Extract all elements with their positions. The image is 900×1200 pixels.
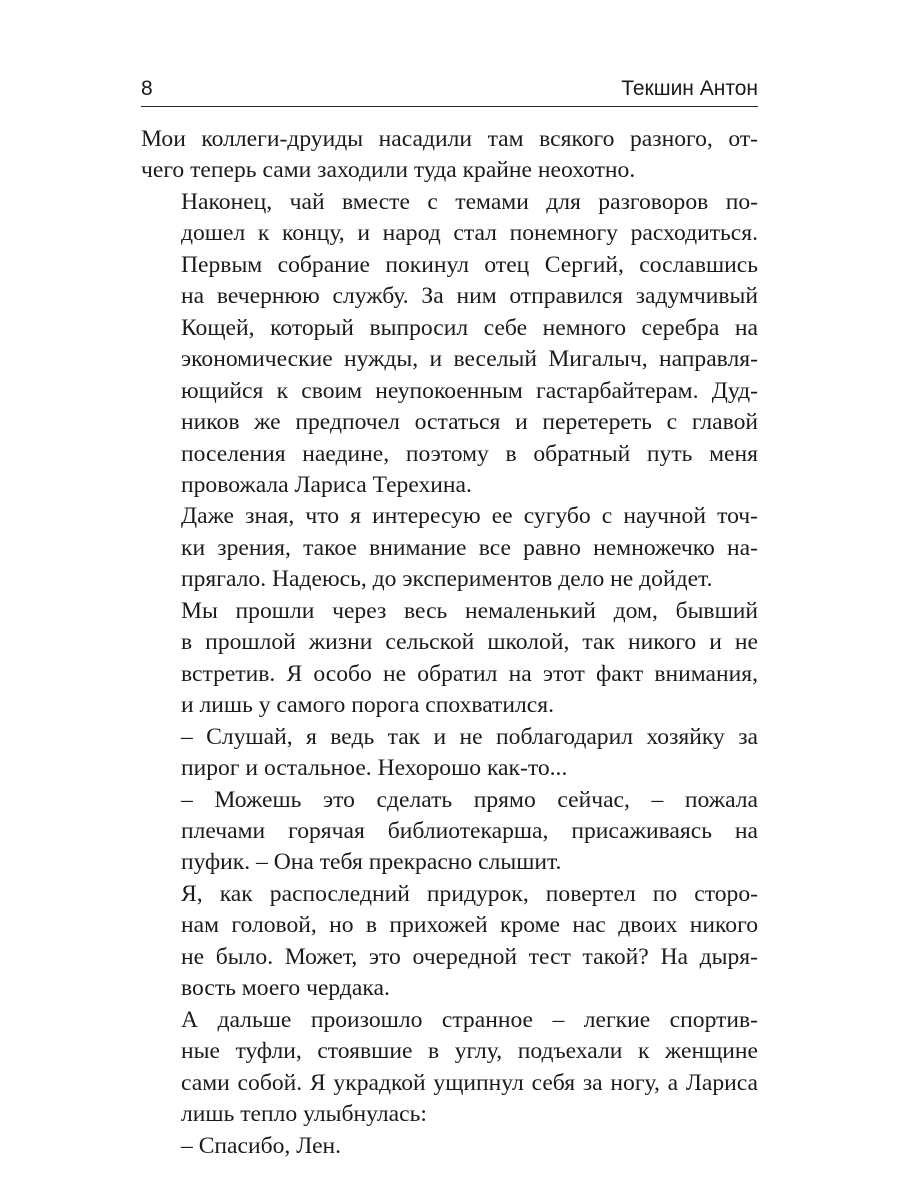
text-line: Даже зная, что я интересую ее сугубо с научной точ- (181, 503, 758, 530)
text-line: – Слушай, я ведь так и не поблагодарил хозяйку за (181, 723, 758, 750)
text-line: ников же предпочел остаться и перетереть с главой (181, 409, 758, 436)
text-line: Я, как распоследний придурок, повертел по сторо- (181, 880, 758, 907)
paragraph (141, 879, 758, 1005)
text-line: не было. Может, это очередной тест такой? На дыря- (181, 943, 758, 970)
running-title: Текшин Антон (621, 77, 758, 100)
text-line: в прошлой жизни сельской школой, так никого и не (181, 629, 758, 656)
paragraph (141, 596, 758, 722)
text-line: лишь тепло улыбнулась: (181, 1101, 427, 1128)
page-number: 8 (141, 77, 153, 100)
text-line: сами собой. Я украдкой ущипнул себя за ногу, а Лариса (181, 1069, 758, 1096)
text-line: и лишь у самого порога спохватился. (181, 692, 554, 719)
text-line: Мои коллеги-друиды насадили там всякого разного, от- (141, 126, 758, 152)
text-line: чего теперь сами заходили туда крайне неохотно. (141, 157, 636, 184)
text-line: вость моего чердака. (181, 975, 390, 1002)
text-line: ные туфли, стоявшие в углу, подъехали к женщине (181, 1038, 758, 1065)
text-line: ющийся к своим неупокоенным гастарбайтерам. Дуд- (181, 377, 758, 404)
page-header (141, 75, 758, 105)
paragraph (141, 1131, 758, 1162)
text-line: поселения наедине, поэтому в обратный путь меня (181, 440, 758, 467)
paragraph (141, 187, 758, 502)
text-line: дошел к концу, и народ стал понемногу расходиться. (181, 220, 758, 247)
text-line: экономические нужды, и веселый Мигалыч, направля- (181, 346, 758, 373)
text-line: прягало. Надеюсь, до экспериментов дело не дойдет. (181, 566, 713, 593)
text-line: Кощей, который выпросил себе немного серебра на (181, 314, 758, 341)
text-line: плечами горячая библиотекарша, присаживаясь на (181, 817, 758, 844)
text-line: – Можешь это сделать прямо сейчас, – пожала (181, 786, 758, 813)
text-line: пуфик. – Она тебя прекрасно слышит. (181, 849, 562, 876)
text-line: – Спасибо, Лен. (181, 1132, 342, 1159)
text-line: провожала Лариса Терехина. (181, 471, 472, 498)
header-rule (141, 106, 758, 107)
paragraph (141, 501, 758, 595)
text-line: пирог и остальное. Нехорошо как-то... (181, 755, 568, 782)
paragraph (141, 1005, 758, 1131)
text-line: ки зрения, такое внимание все равно немножечко на- (181, 534, 758, 561)
text-line: Наконец, чай вместе с темами для разговоров по- (181, 188, 758, 215)
text-line: на вечернюю службу. За ним отправился задумчивый (181, 283, 758, 310)
paragraph (141, 124, 758, 187)
text-line: встретив. Я особо не обратил на этот факт внимания, (181, 660, 758, 687)
text-line: А дальше произошло странное – легкие спортив- (181, 1006, 758, 1033)
paragraph (141, 722, 758, 785)
paragraph (141, 785, 758, 879)
text-line: Мы прошли через весь немаленький дом, бывший (181, 597, 758, 624)
text-line: нам головой, но в прихожей кроме нас двоих никого (181, 912, 758, 939)
body-text (141, 124, 758, 1162)
text-line: Первым собрание покинул отец Сергий, сославшись (181, 251, 758, 278)
